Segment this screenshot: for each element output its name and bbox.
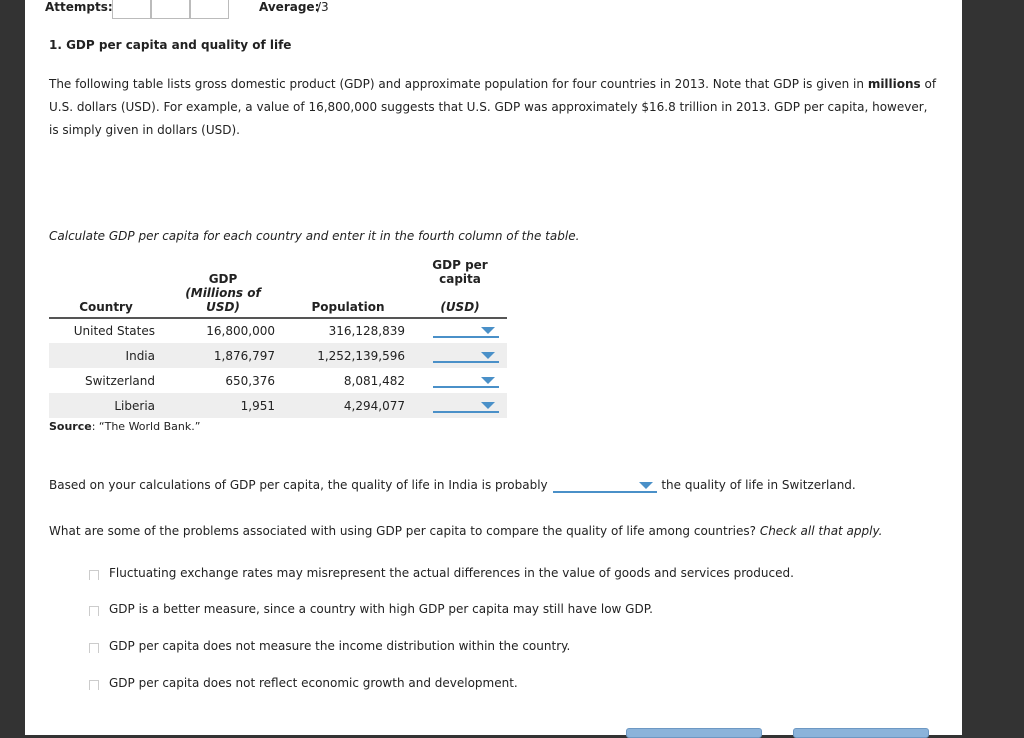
question-page bbox=[25, 0, 962, 735]
problems-hint: Check all that apply. bbox=[759, 524, 883, 538]
question-title: 1. GDP per capita and quality of life bbox=[49, 38, 292, 52]
gdp-cell: 1,876,797 bbox=[163, 343, 283, 368]
comparison-sentence bbox=[49, 478, 856, 493]
header-gdp-unit: (Millions of USD) bbox=[185, 286, 261, 314]
country-cell: United States bbox=[73, 324, 155, 338]
option-checkbox[interactable] bbox=[89, 570, 99, 580]
population-cell: 4,294,077 bbox=[283, 393, 413, 418]
option-checkbox[interactable] bbox=[89, 680, 99, 690]
population-cell: 8,081,482 bbox=[343, 373, 405, 388]
problems-question bbox=[49, 524, 882, 538]
country-cell: Liberia bbox=[49, 393, 163, 418]
table-row bbox=[49, 318, 507, 343]
option-checkbox[interactable] bbox=[89, 643, 99, 653]
option-label[interactable]: GDP is a better measure, since a country with high GDP per capita may still have low GDP. bbox=[109, 602, 653, 616]
comparison-after: the quality of life in Switzerland. bbox=[661, 478, 856, 492]
option-label[interactable]: GDP per capita does not reflect economic growth and development. bbox=[109, 676, 518, 690]
header-population: Population bbox=[283, 286, 413, 318]
action-button[interactable] bbox=[626, 728, 762, 738]
attempt-box bbox=[190, 0, 229, 19]
intro-text bbox=[49, 73, 939, 142]
table-row bbox=[49, 393, 507, 418]
gdp-table bbox=[49, 258, 507, 418]
average-label: Average: bbox=[259, 0, 320, 14]
header-gdppc-unit: (USD) bbox=[440, 300, 480, 314]
gdp-cell: 16,800,000 bbox=[206, 324, 275, 338]
instruction: Calculate GDP per capita for each country and enter it in the fourth column of the table. bbox=[49, 229, 580, 243]
table-row bbox=[49, 343, 507, 368]
source-text: : “The World Bank.” bbox=[91, 420, 201, 433]
gdppc-dropdown[interactable] bbox=[433, 399, 499, 413]
gdppc-dropdown[interactable] bbox=[433, 324, 499, 338]
table-row bbox=[49, 368, 507, 393]
problems-text: What are some of the problems associated with using GDP per capita to compare the quality of life among countries? bbox=[49, 524, 760, 538]
attempts-label: Attempts: bbox=[45, 0, 113, 14]
intro-bold: millions bbox=[867, 77, 921, 91]
intro-part: The following table lists gross domestic product (GDP) and approximate population for four countries in 2013. Note that GDP is given in bbox=[49, 77, 868, 91]
option-checkbox[interactable] bbox=[89, 606, 99, 616]
source-label: Source bbox=[49, 420, 92, 433]
attempt-box bbox=[151, 0, 190, 19]
source-note bbox=[49, 420, 200, 433]
comparison-before: Based on your calculations of GDP per capita, the quality of life in India is probably bbox=[49, 478, 548, 492]
population-cell: 1,252,139,596 bbox=[283, 343, 413, 368]
gdppc-dropdown[interactable] bbox=[433, 374, 499, 388]
country-cell: India bbox=[49, 343, 163, 368]
average-value: /3 bbox=[317, 0, 329, 14]
header-gdp: GDP bbox=[208, 272, 238, 286]
option-label[interactable]: GDP per capita does not measure the income distribution within the country. bbox=[109, 639, 571, 653]
gdppc-dropdown[interactable] bbox=[433, 349, 499, 363]
population-cell: 316,128,839 bbox=[328, 324, 405, 338]
header-country: Country bbox=[49, 286, 163, 318]
gdp-cell: 650,376 bbox=[225, 373, 275, 388]
header-gdppc: GDP per capita bbox=[432, 258, 488, 286]
intro-part: of U.S. dollars (USD). For example, a value of 16,800,000 suggests that U.S. GDP was approximately $16.8 trillion in 2013. GDP per capita, however, is simply given in dollars (USD). bbox=[49, 77, 937, 137]
country-cell: Switzerland bbox=[85, 373, 155, 388]
action-button[interactable] bbox=[793, 728, 929, 738]
option-label[interactable]: Fluctuating exchange rates may misrepresent the actual differences in the value of goods and services produced. bbox=[109, 566, 794, 580]
attempt-box bbox=[112, 0, 151, 19]
comparison-dropdown[interactable] bbox=[553, 479, 657, 493]
gdp-cell: 1,951 bbox=[163, 393, 283, 418]
